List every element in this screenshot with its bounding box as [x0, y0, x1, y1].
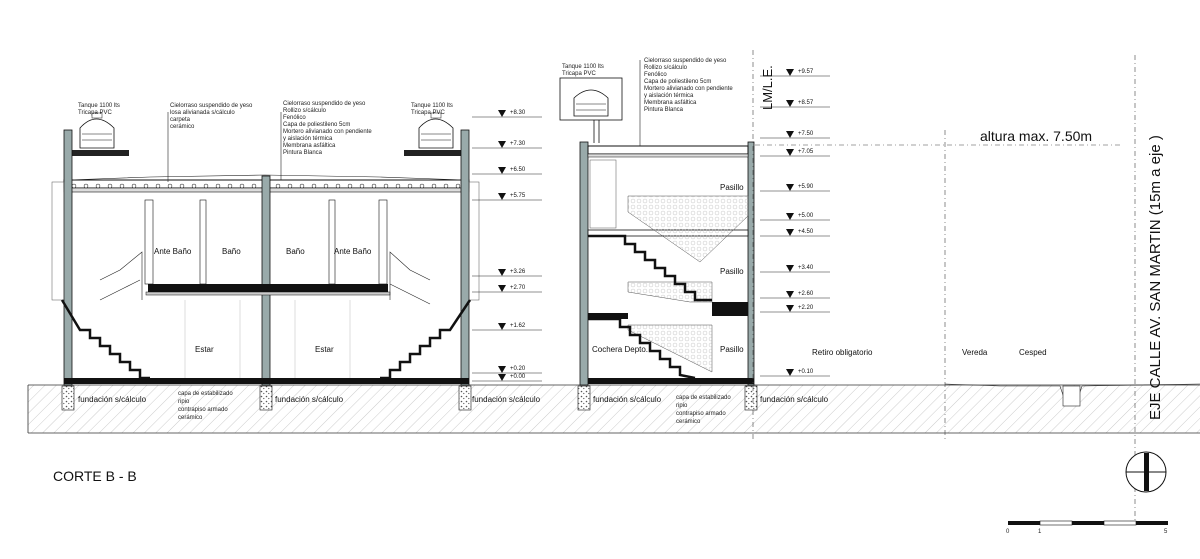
- floor-note-r-1: ripio: [676, 403, 688, 409]
- left-level-arrow-icon: [498, 323, 506, 330]
- left-section: [52, 113, 479, 410]
- label-retiro: Retiro obligatorio: [812, 348, 873, 357]
- rollizo-dot: [348, 184, 352, 188]
- left-level-arrow-icon: [498, 193, 506, 200]
- rollizo-dot: [120, 184, 124, 188]
- note-r-5: y aislación térmica: [644, 93, 694, 99]
- rollizo-dot: [240, 184, 244, 188]
- right-section: [560, 78, 757, 410]
- right-level-arrow-icon: [786, 100, 794, 107]
- right-level-label: +4.50: [798, 229, 814, 235]
- floor-note-l-3: cerámico: [178, 415, 203, 421]
- note-a-2: carpeta: [170, 117, 191, 123]
- note-r-7: Pintura Blanca: [644, 107, 684, 113]
- rollizo-dot: [432, 184, 436, 188]
- right-level-label: +7.50: [798, 131, 814, 137]
- rollizo-dot: [204, 184, 208, 188]
- foundation-label-1: fundación s/cálculo: [78, 395, 147, 404]
- floor-note-r-2: contrapiso armado: [676, 411, 726, 417]
- left-level-arrow-icon: [498, 110, 506, 117]
- left-level-label: +8.30: [510, 110, 526, 116]
- left-level-label: +7.30: [510, 141, 526, 147]
- note-r-6: Membrana asfáltica: [644, 100, 697, 106]
- foundation-label-2: fundación s/cálculo: [275, 395, 344, 404]
- right-level-arrow-icon: [786, 149, 794, 156]
- right-level-arrow-icon: [786, 369, 794, 376]
- rollizo-dot: [408, 184, 412, 188]
- scale-label-1: 1: [1038, 529, 1042, 535]
- floor-note-l-1: ripio: [178, 399, 190, 405]
- rollizo-dot: [336, 184, 340, 188]
- scale-label-5: 5: [1164, 529, 1168, 535]
- left-level-arrow-icon: [498, 269, 506, 276]
- rollizo-dot: [96, 184, 100, 188]
- rollizo-dot: [144, 184, 148, 188]
- rollizo-dot: [108, 184, 112, 188]
- rollizo-dot: [228, 184, 232, 188]
- left-level-label: +5.75: [510, 193, 526, 199]
- rollizo-dot: [168, 184, 172, 188]
- tank-label-right-1: Tanque 1100 lts: [411, 103, 453, 109]
- right-level-label: +7.05: [798, 149, 814, 155]
- right-level-arrow-icon: [786, 184, 794, 191]
- note-a-1: losa alivianada s/cálculo: [170, 110, 235, 116]
- rollizo-dot: [456, 184, 460, 188]
- notes-a: [170, 103, 253, 130]
- tank-label-upper-1: Tanque 1100 lts: [562, 64, 604, 70]
- right-level-label: +2.60: [798, 291, 814, 297]
- rollizo-dot: [372, 184, 376, 188]
- tank-label-right-2: Tricapa PVC: [411, 110, 445, 116]
- drawing-title: CORTE B - B: [53, 468, 137, 484]
- room-ante-bano-1: Ante Baño: [154, 247, 192, 256]
- left-level-arrow-icon: [498, 167, 506, 174]
- note-b-1: Rollizo s/cálculo: [283, 108, 327, 114]
- right-level-arrow-icon: [786, 69, 794, 76]
- right-level-arrow-icon: [786, 213, 794, 220]
- left-level-markers: [472, 110, 542, 381]
- right-level-label: +0.10: [798, 369, 814, 375]
- note-b-2: Fenólico: [283, 115, 306, 121]
- notes-b: [283, 101, 372, 156]
- floor-note-l-0: capa de estabilizado: [178, 391, 233, 397]
- left-level-label: +3.26: [510, 269, 526, 275]
- note-r-0: Cielorraso suspendido de yeso: [644, 58, 727, 64]
- note-b-5: y aislación térmica: [283, 136, 333, 142]
- rollizo-dot: [72, 184, 76, 188]
- rollizo-dot: [396, 184, 400, 188]
- water-tank-upper: [574, 90, 608, 116]
- room-pasillo-1: Pasillo: [720, 183, 744, 192]
- room-ante-bano-2: Ante Baño: [334, 247, 372, 256]
- label-cesped: Cesped: [1019, 348, 1047, 357]
- foundation-label-4: fundación s/cálculo: [593, 395, 662, 404]
- left-level-arrow-icon: [498, 285, 506, 292]
- left-level-arrow-icon: [498, 366, 506, 373]
- lm-label: LM/L.E.: [760, 65, 775, 110]
- rollizo-dot: [192, 184, 196, 188]
- note-a-3: cerámico: [170, 124, 195, 130]
- street-axis-label: EJE CALLE AV. SAN MARTIN (15m a eje ): [1147, 135, 1164, 420]
- floor-note-l-2: contrapiso armado: [178, 407, 228, 413]
- rollizo-dot: [180, 184, 184, 188]
- water-tank-left: [80, 113, 114, 148]
- rollizo-dot: [420, 184, 424, 188]
- note-r-4: Mortero alivianado con pendiente: [644, 86, 733, 92]
- right-level-arrow-icon: [786, 291, 794, 298]
- rollizo-dot: [216, 184, 220, 188]
- scale-bar: [1006, 521, 1168, 535]
- right-level-arrow-icon: [786, 229, 794, 236]
- left-level-label: +1.62: [510, 323, 526, 329]
- right-level-label: +9.57: [798, 69, 814, 75]
- tank-label-upper-2: Tricapa PVC: [562, 71, 596, 77]
- rollizo-dot: [288, 184, 292, 188]
- note-b-7: Pintura Blanca: [283, 150, 323, 156]
- floor-note-r-3: cerámico: [676, 419, 701, 425]
- rollizo-dot: [300, 184, 304, 188]
- left-level-label: +6.50: [510, 167, 526, 173]
- note-b-6: Membrana asfáltica: [283, 143, 336, 149]
- left-level-label: +0.00: [510, 374, 526, 380]
- rollizo-dot: [156, 184, 160, 188]
- right-level-arrow-icon: [786, 131, 794, 138]
- right-level-arrow-icon: [786, 265, 794, 272]
- room-estar-1: Estar: [195, 345, 214, 354]
- label-vereda: Vereda: [962, 348, 988, 357]
- note-b-3: Capa de poliestileno 5cm: [283, 122, 351, 128]
- rollizo-dot: [384, 184, 388, 188]
- left-level-label: +0.20: [510, 366, 526, 372]
- left-level-label: +2.70: [510, 285, 526, 291]
- right-level-label: +8.57: [798, 100, 814, 106]
- max-height-label: altura max. 7.50m: [980, 128, 1093, 144]
- scale-label-0: 0: [1006, 529, 1010, 535]
- note-r-1: Rollizo s/cálculo: [644, 65, 688, 71]
- rollizo-dot: [276, 184, 280, 188]
- note-a-0: Cielorraso suspendido de yeso: [170, 103, 253, 109]
- note-r-3: Capa de poliestileno 5cm: [644, 79, 712, 85]
- right-level-label: +2.20: [798, 305, 814, 311]
- rollizo-dot: [312, 184, 316, 188]
- note-b-0: Cielorraso suspendido de yeso: [283, 101, 366, 107]
- note-r-2: Fenólico: [644, 72, 667, 78]
- left-level-arrow-icon: [498, 141, 506, 148]
- rollizo-dot: [252, 184, 256, 188]
- reference-lines: [753, 50, 1135, 520]
- tank-label-left-1: Tanque 1100 lts: [78, 103, 120, 109]
- rollizo-dot: [324, 184, 328, 188]
- room-cochera: Cochera Depto.: [592, 345, 649, 354]
- rollizo-dot: [84, 184, 88, 188]
- foundation-label-5: fundación s/cálculo: [760, 395, 829, 404]
- right-level-label: +5.00: [798, 213, 814, 219]
- room-estar-2: Estar: [315, 345, 334, 354]
- room-bano-1: Baño: [222, 247, 241, 256]
- room-pasillo-3: Pasillo: [720, 345, 744, 354]
- right-level-label: +5.90: [798, 184, 814, 190]
- rollizo-dot: [444, 184, 448, 188]
- right-level-arrow-icon: [786, 305, 794, 312]
- right-level-label: +3.40: [798, 265, 814, 271]
- tank-label-left-2: Tricapa PVC: [78, 110, 112, 116]
- north-arrow-icon: [1126, 452, 1166, 492]
- rollizo-dot: [132, 184, 136, 188]
- note-b-4: Mortero alivianado con pendiente: [283, 129, 372, 135]
- left-level-arrow-icon: [498, 374, 506, 381]
- room-pasillo-2: Pasillo: [720, 267, 744, 276]
- right-level-markers: [760, 69, 830, 376]
- floor-note-r-0: capa de estabilizado: [676, 395, 731, 401]
- rollizo-dot: [360, 184, 364, 188]
- water-tank-right: [419, 113, 453, 148]
- foundation-label-3: fundación s/cálculo: [472, 395, 541, 404]
- room-bano-2: Baño: [286, 247, 305, 256]
- right-notes: [644, 58, 733, 113]
